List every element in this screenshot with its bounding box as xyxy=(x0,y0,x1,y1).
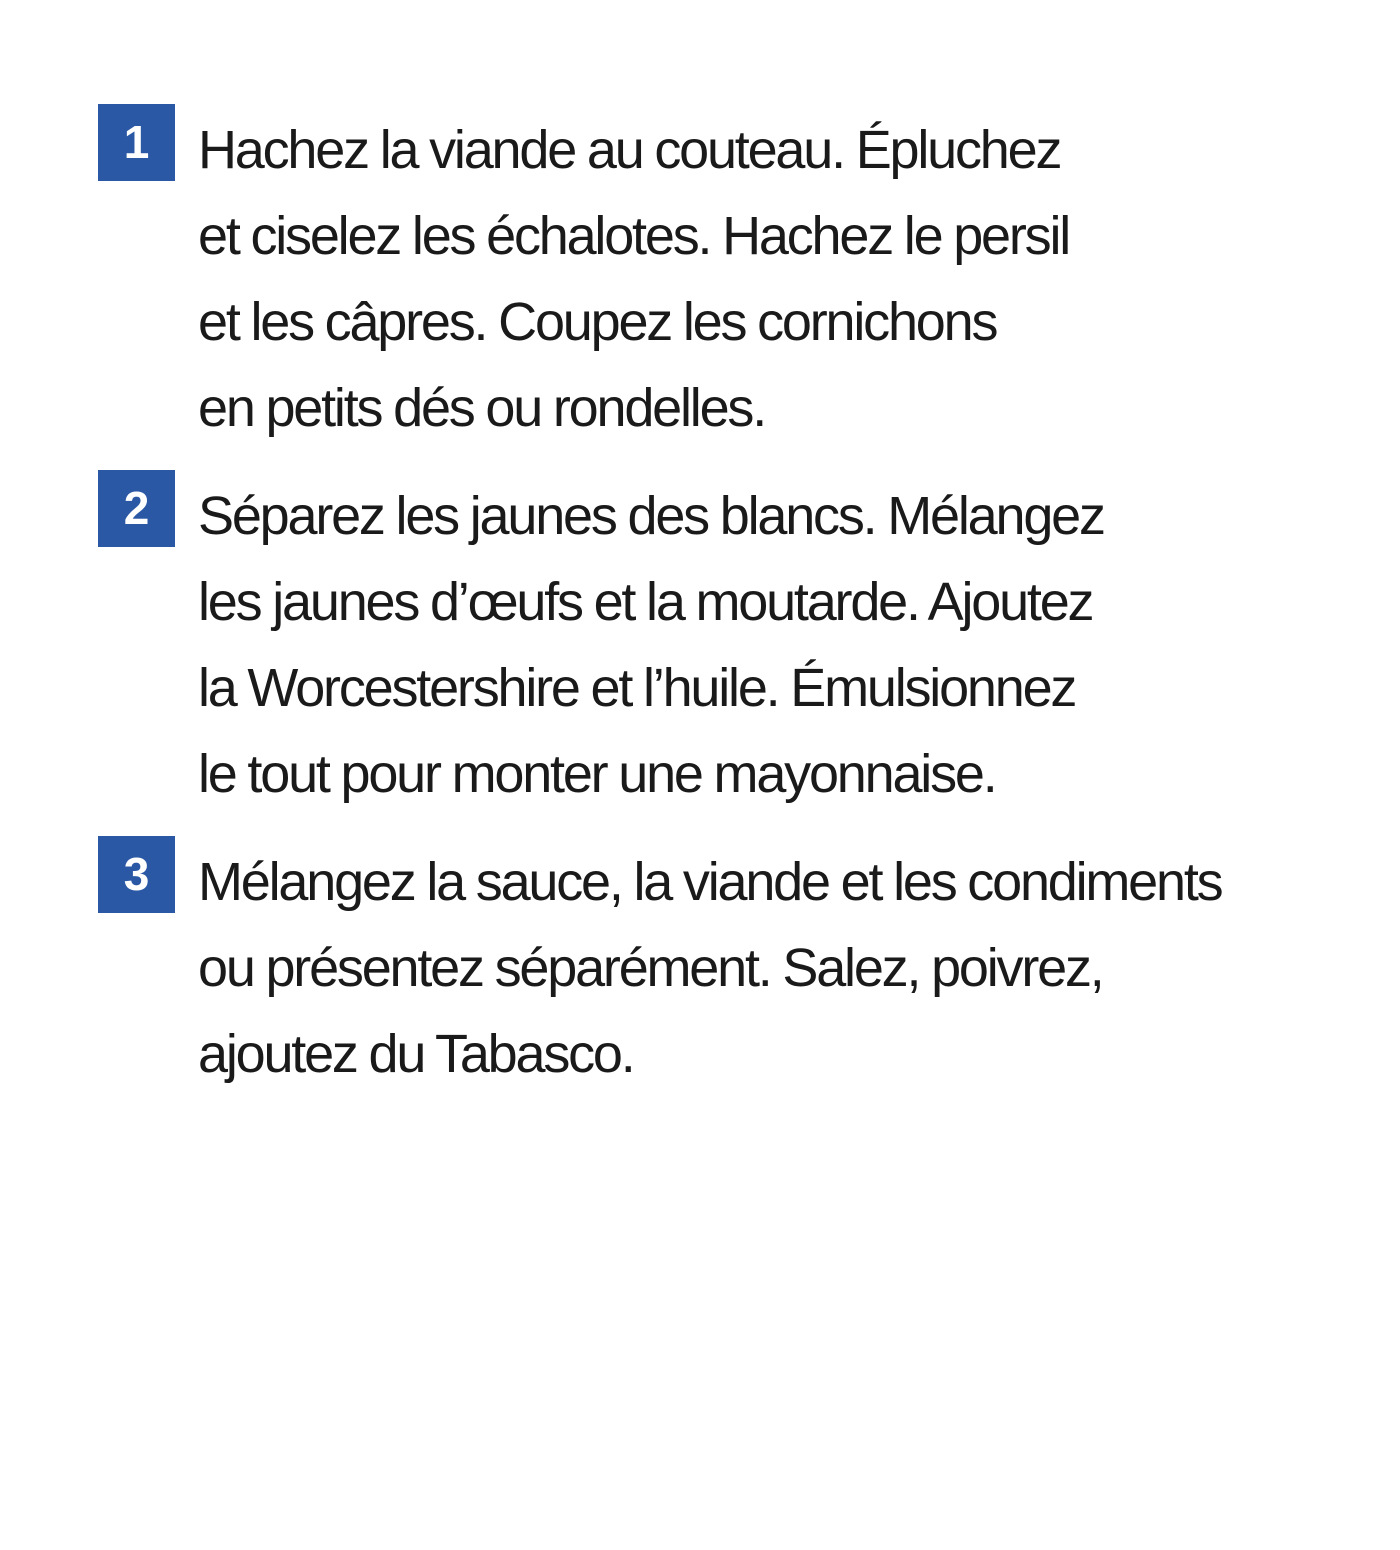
step-number-badge: 1 xyxy=(98,104,175,181)
step-line: Séparez les jaunes des blancs. Mélangez xyxy=(198,486,1104,546)
step-3 xyxy=(98,836,1378,1097)
step-line: Mélangez la sauce, la viande et les condiments xyxy=(198,852,1222,912)
step-text xyxy=(198,470,1378,817)
step-line: la Worcestershire et l’huile. Émulsionnez xyxy=(198,658,1076,718)
step-line: et ciselez les échalotes. Hachez le persil xyxy=(198,206,1070,266)
step-text xyxy=(198,104,1378,451)
step-line: Hachez la viande au couteau. Épluchez xyxy=(198,120,1061,180)
step-line: le tout pour monter une mayonnaise. xyxy=(198,744,996,804)
step-line: et les câpres. Coupez les cornichons xyxy=(198,292,997,352)
step-line: en petits dés ou rondelles. xyxy=(198,378,766,438)
recipe-steps xyxy=(98,104,1378,1116)
step-line: ajoutez du Tabasco. xyxy=(198,1024,634,1084)
step-number-badge: 2 xyxy=(98,470,175,547)
step-text xyxy=(198,836,1378,1097)
step-line: les jaunes d’œufs et la moutarde. Ajoutez xyxy=(198,572,1093,632)
step-line: ou présentez séparément. Salez, poivrez, xyxy=(198,938,1103,998)
step-2 xyxy=(98,470,1378,817)
step-1 xyxy=(98,104,1378,451)
step-number-badge: 3 xyxy=(98,836,175,913)
